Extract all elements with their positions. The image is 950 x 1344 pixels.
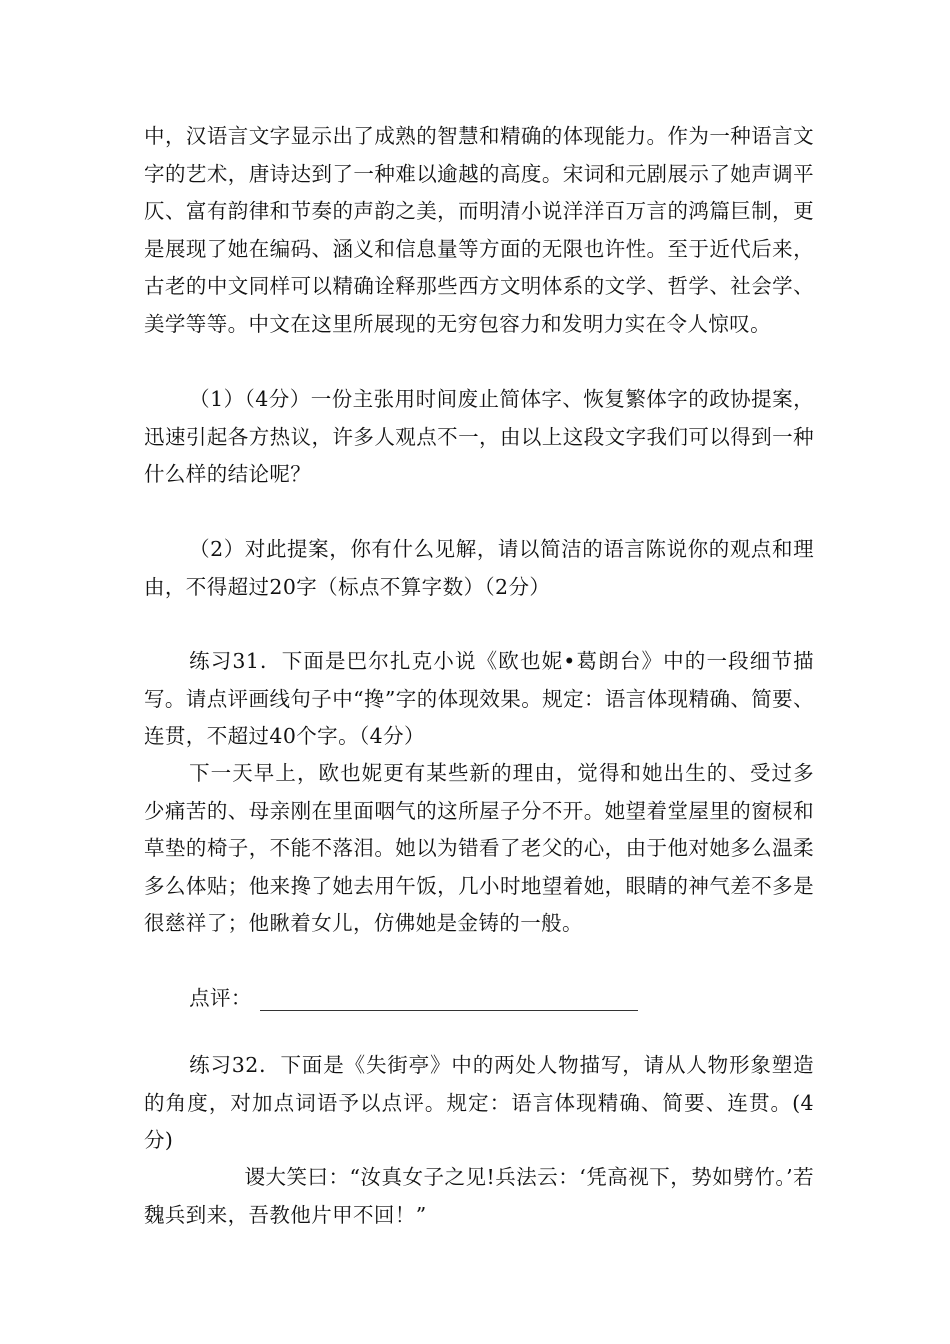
exercise-31-excerpt: 下一天早上，欧也妮更有某些新的理由，觉得和她出生的、受过多少痛苦的、母亲刚在里面咽气的这所屋子分不开。她望着堂屋里的窗棂和草垫的椅子，不能不落泪。她以为错看了老父的心，由于他对她多么温柔多么体贴；他来搀了她去用午饭，几小时地望着她，眼睛的神气差不多是很慈祥了；他瞅着女儿，仿佛她是金铸的一般。 [144,761,814,935]
exercise-32-prompt: 练习32．下面是《失街亭》中的两处人物描写，请从人物形象塑造的角度，对加点词语予以点评。规定：语言体现精确、简要、连贯。(4分) [144,1053,814,1152]
passage-paragraph: 中，汉语言文字显示出了成熟的智慧和精确的体现能力。作为一种语言文字的艺术，唐诗达到了一种难以逾越的高度。宋词和元剧展示了她声调平仄、富有韵律和节奏的声韵之美，而明清小说洋洋百万言的鸿篇巨制，更是展现了她在编码、涵义和信息量等方面的无限也许性。至于近代后来，古老的中文同样可以精确诠释那些西方文明体系的文学、哲学、社会学、美学等等。中文在这里所展现的无穷包容力和发明力实在令人惊叹。 [144,124,814,336]
question-2: （2）对此提案，你有什么见解，请以简洁的语言陈说你的观点和理由，不得超过20字（标点不算字数）（2分） [144,537,814,599]
comment-label: 点评： [189,986,252,1010]
exercise-31-comment-row [144,980,814,1018]
question-1: （1）（4分）一份主张用时间废止简体字、恢复繁体字的政协提案，迅速引起各方热议，许多人观点不一，由以上这段文字我们可以得到一种什么样的结论呢？ [144,387,814,486]
exercise-31-prompt: 练习31．下面是巴尔扎克小说《欧也妮•葛朗台》中的一段细节描写。请点评画线句子中“搀”字的体现效果。规定：语言体现精确、简要、连贯，不超过40个字。（4分） [144,649,814,748]
comment-answer-blank[interactable] [260,1010,638,1011]
exercise-32-quote: 谡大笑曰：“汝真女子之见!兵法云：‘凭高视下，势如劈竹。’若魏兵到来，吾教他片甲不回！” [144,1165,814,1227]
